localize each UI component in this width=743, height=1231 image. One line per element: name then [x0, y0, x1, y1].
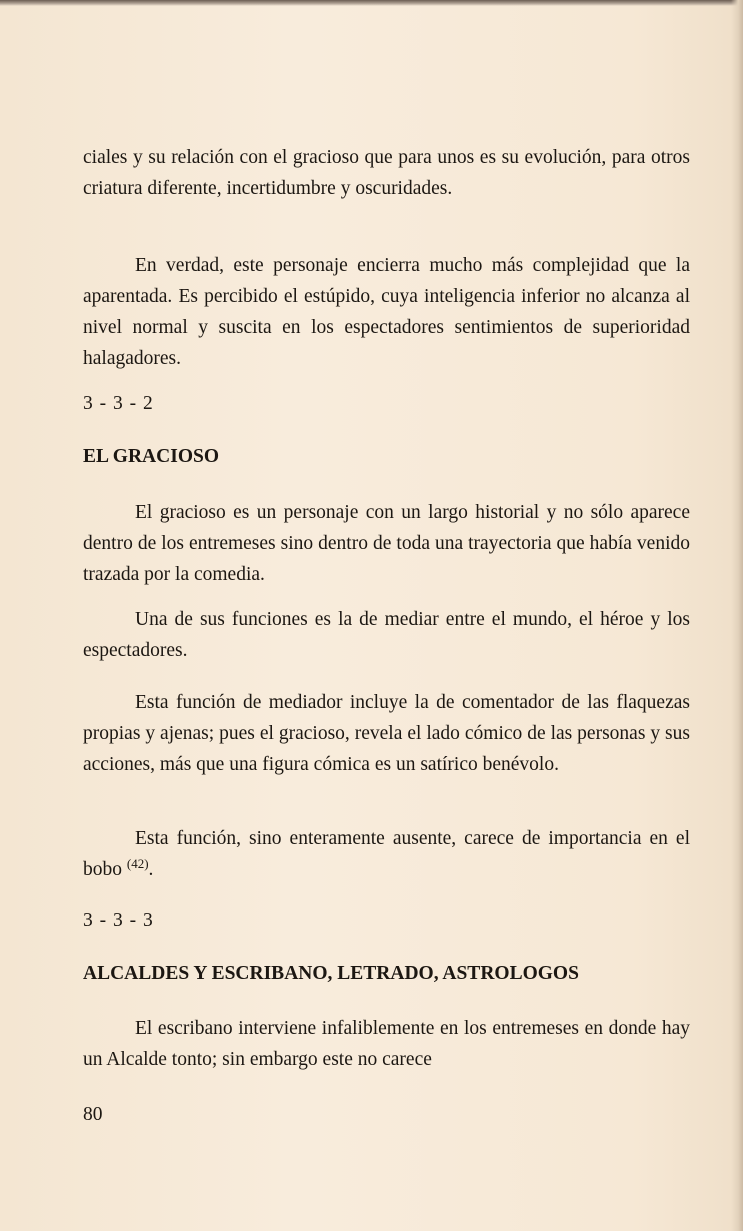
section-number-3-3-3: 3 - 3 - 3: [83, 910, 154, 931]
page-top-edge: [0, 0, 743, 6]
section-heading-alcaldes: ALCALDES Y ESCRIBANO, LETRADO, ASTROLOGOS: [83, 963, 579, 984]
paragraph-continuation: ciales y su relación con el gracioso que para unos es su evolución, para otros criatura diferente, incertidumbre y oscuridades.: [83, 147, 690, 199]
page-right-edge: [731, 0, 743, 1231]
paragraph-bobo-end: .: [148, 859, 154, 880]
paragraph-escribano: El escribano interviene infaliblemente en los entremeses en donde hay un Alcalde tonto; sin embargo este no carece: [83, 1018, 690, 1070]
page-number: 80: [83, 1104, 103, 1125]
paragraph-bobo-text: Esta función, sino enteramente ausente, carece de importancia en el bobo: [83, 828, 690, 880]
paragraph-complexity: En verdad, este personaje encierra mucho más complejidad que la aparentada. Es percibido el estúpido, cuya inteligencia inferior no alcanza al nivel normal y suscita en los espectadores sentimientos de superioridad halagadores.: [83, 255, 690, 369]
section-heading-el-gracioso: EL GRACIOSO: [83, 446, 219, 467]
paragraph-mediator: Esta función de mediador incluye la de comentador de las flaquezas propias y ajenas; pues el gracioso, revela el lado cómico de las personas y sus acciones, más que una figura cómica es un satírico benévolo.: [83, 692, 690, 775]
paragraph-gracioso-functions: Una de sus funciones es la de mediar entre el mundo, el héroe y los espectadores.: [83, 609, 690, 661]
footnote-reference-42: (42): [126, 856, 149, 871]
paragraph-bobo: [83, 823, 690, 885]
paragraph-gracioso-history: El gracioso es un personaje con un largo historial y no sólo aparece dentro de los entremeses sino dentro de toda una trayectoria que había venido trazada por la comedia.: [83, 502, 690, 585]
section-number-3-3-2: 3 - 3 - 2: [83, 393, 154, 414]
